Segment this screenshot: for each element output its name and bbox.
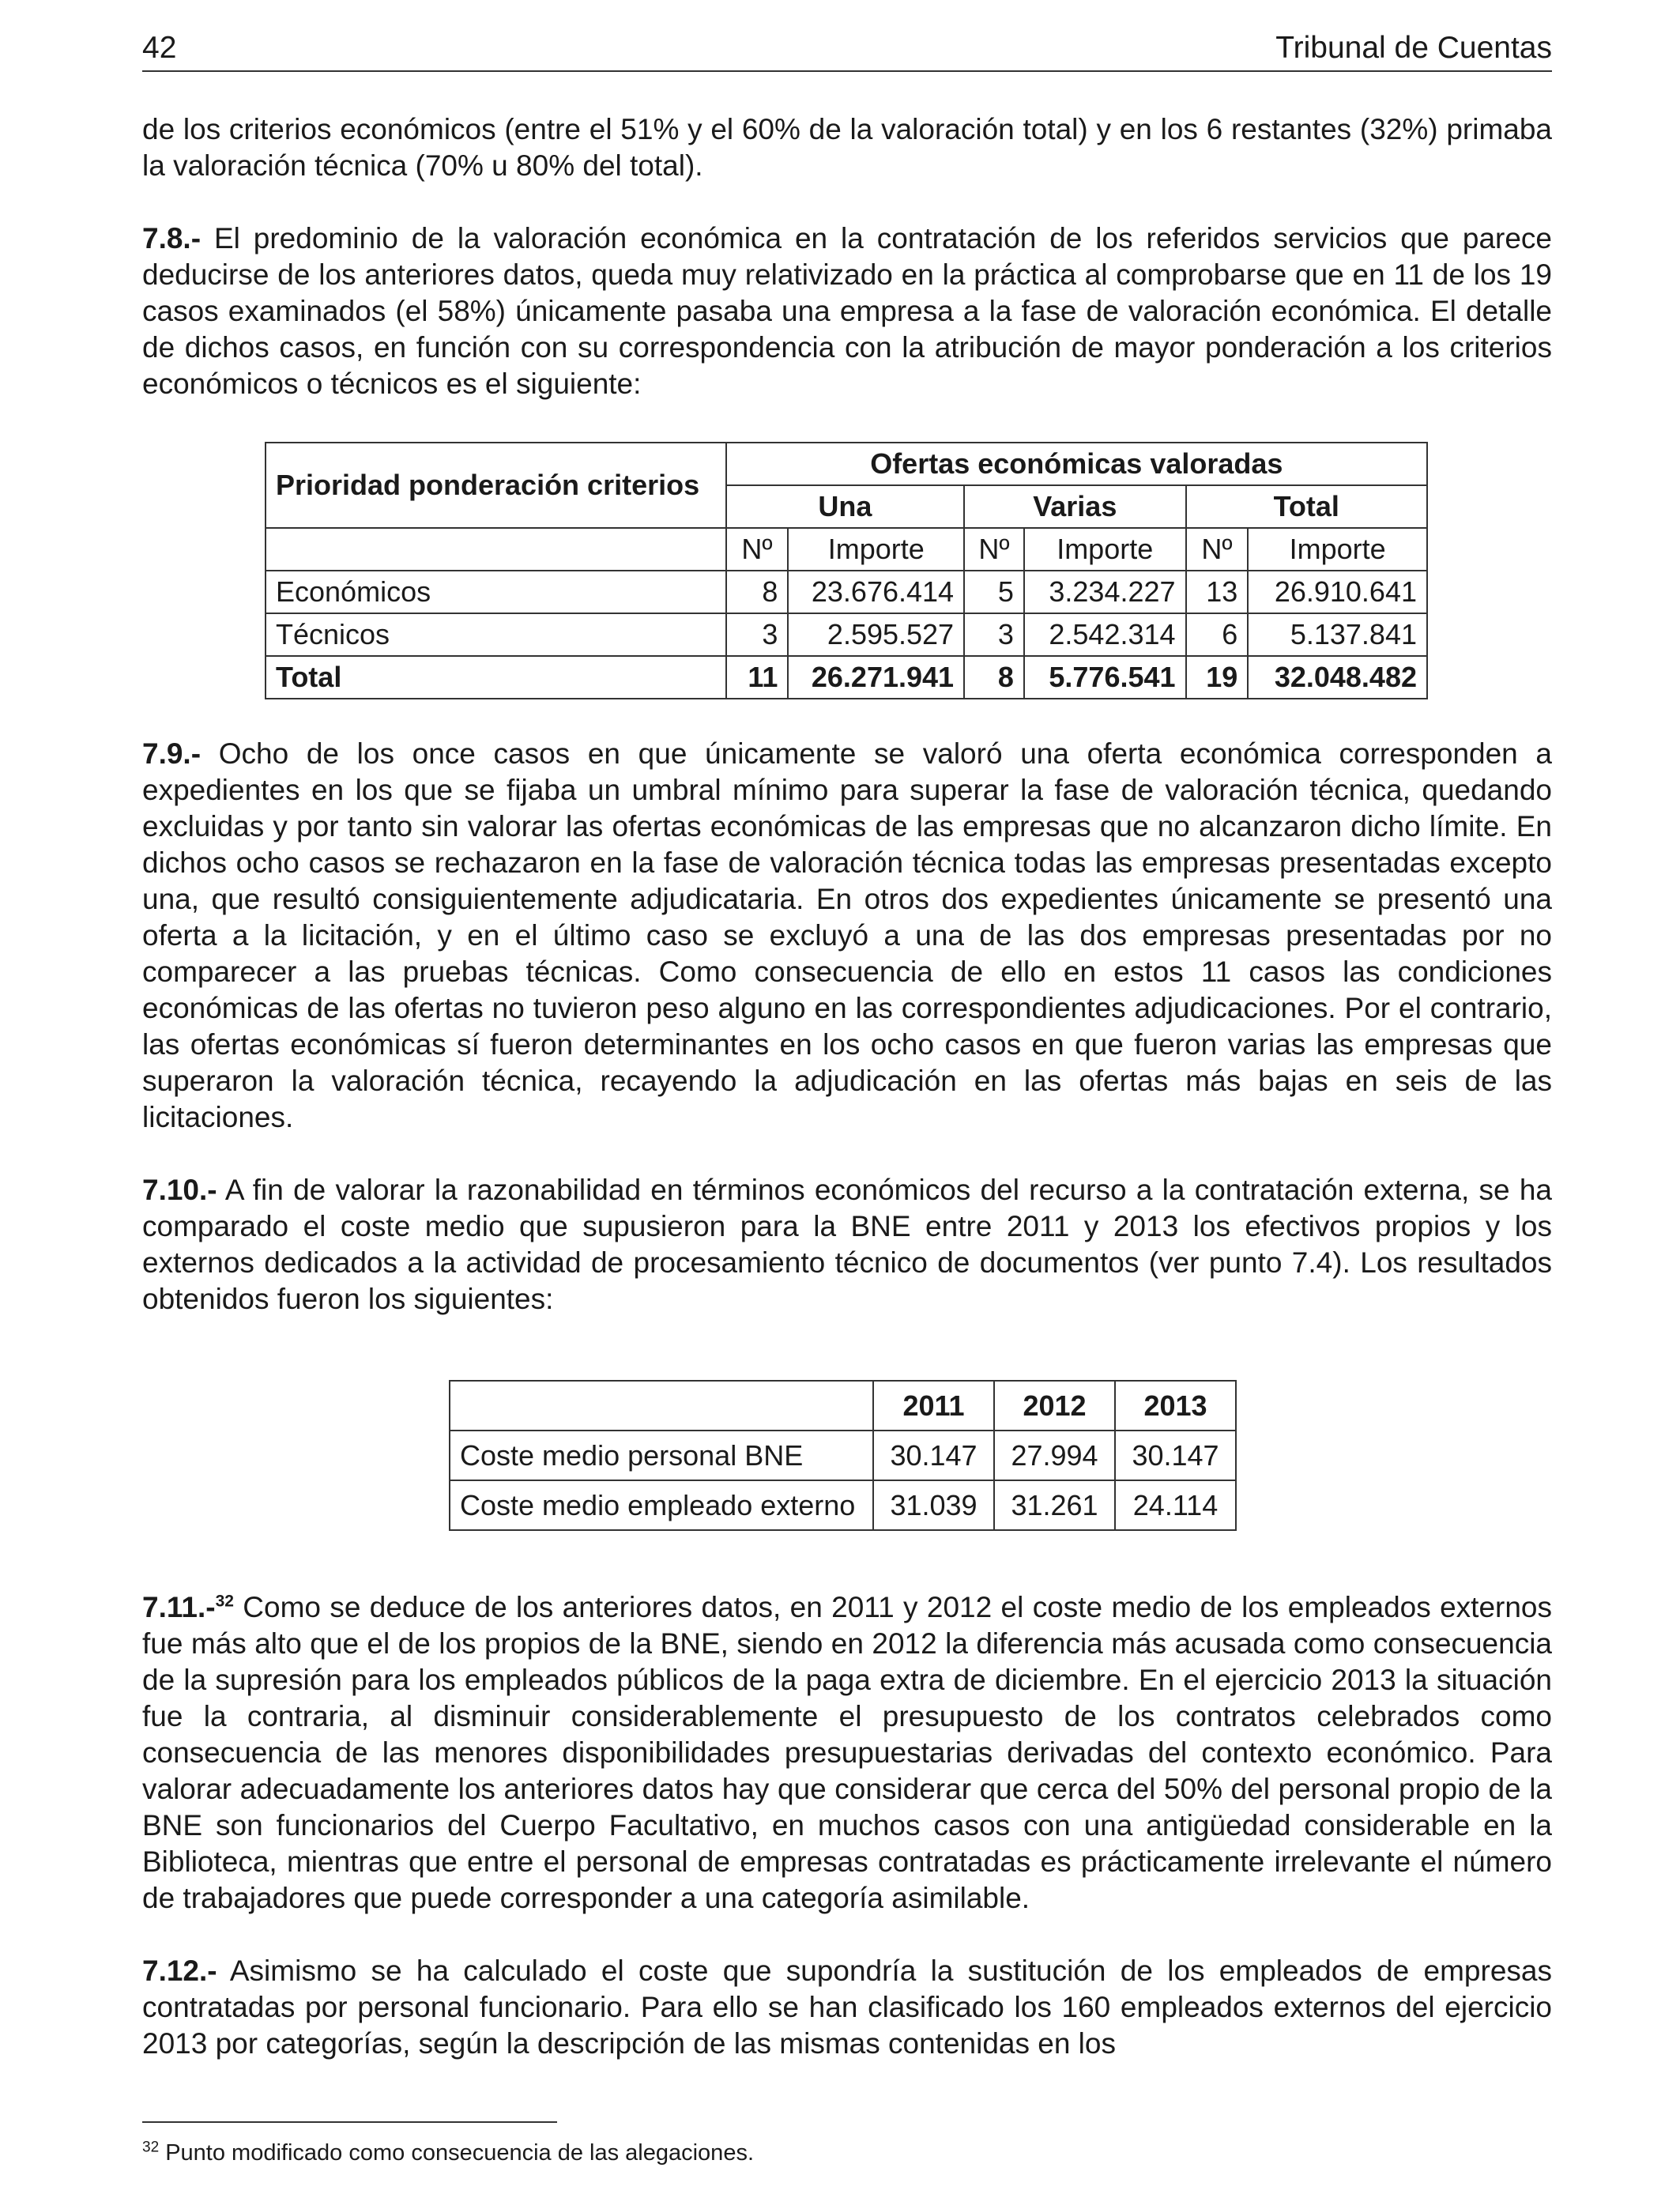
row-label: Técnicos [266,613,726,656]
paragraph-7-10 [142,1172,1552,1318]
col-header-cell: Importe [1024,528,1186,571]
paragraph-7-9 [142,736,1552,1136]
table-cell: 13 [1186,571,1249,613]
row-label: Económicos [266,571,726,613]
col-header-cell: Nº [726,528,789,571]
section-number: 7.10.- [142,1174,217,1206]
empty-header-cell [266,528,726,571]
page-header [142,29,1552,67]
subheader-total: Total [1186,485,1427,528]
section-number: 7.9.- [142,737,202,770]
paragraph-7-11 [142,1589,1552,1917]
table-cell: 27.994 [994,1431,1115,1480]
year-header-cell: 2011 [873,1381,994,1431]
table-cell: 30.147 [1115,1431,1236,1480]
table-total-row [266,656,1427,699]
table-cell: 2.595.527 [788,613,964,656]
col-header-cell: Nº [1186,528,1249,571]
col-header-cell: Importe [788,528,964,571]
header-rule [142,70,1552,72]
table-row [266,571,1427,613]
empty-header-cell [450,1381,873,1431]
paragraph-intro: de los criterios económicos (entre el 51% y el 60% de la valoración total) y en los 6 restantes (32%) primaba la valoración técnica (70% u 80% del total). [142,113,1552,182]
group-header-cell: Ofertas económicas valoradas [726,443,1427,485]
table-cell: 31.039 [873,1480,994,1530]
header-title: Tribunal de Cuentas [1275,31,1552,65]
table-cell: 3 [964,613,1024,656]
table-cell: 8 [964,656,1024,699]
table-row [450,1480,1236,1530]
table-cell: 32.048.482 [1248,656,1427,699]
table-cell: 2.542.314 [1024,613,1186,656]
table-cell: 30.147 [873,1431,994,1480]
footnote [142,2139,754,2167]
table-cell: 8 [726,571,789,613]
table-cell: 26.271.941 [788,656,964,699]
col-header-cell: Importe [1248,528,1427,571]
table-cell: 24.114 [1115,1480,1236,1530]
cost-table [449,1380,1237,1531]
paragraph-body: El predominio de la valoración económica en la contratación de los referidos servicios que parece deducirse de los anteriores datos, queda muy relativizado en la práctica al comprobarse que en 11 de los 19 casos examinados (el 58%) únicamente pasaba una empresa a la fase de valoración económica. El detalle de dichos casos, en función con su correspondencia con la atribución de mayor ponderación a los criterios económicos o técnicos es el siguiente: [142,222,1552,400]
page-number: 42 [142,31,177,65]
offers-table [265,442,1428,699]
paragraph-body: Como se deduce de los anteriores datos, en 2011 y 2012 el coste medio de los empleados externos fue más alto que el de los propios de la BNE, siendo en 2012 la diferencia más acusada como consecuencia de la supresión para los empleados públicos de la paga extra de diciembre. En el ejercicio 2013 la situación fue la contraria, al disminuir considerablemente el presupuesto de los contratos celebrados como consecuencia de las menores disponibilidades presupuestarias derivadas del contexto económico. Para valorar adecuadamente los anteriores datos hay que considerar que cerca del 50% del personal propio de la BNE son funcionarios del Cuerpo Facultativo, en muchos casos con una antigüedad considerable en la Biblioteca, mientras que entre el personal de empresas contratadas es prácticamente irrelevante el número de trabajadores que puede corresponder a una categoría asimilable. [142,1591,1553,1914]
table-row [450,1431,1236,1480]
footnote-number: 32 [142,2139,160,2156]
col-header-cell: Nº [964,528,1024,571]
paragraph-7-8 [142,221,1552,402]
paragraph-body: Ocho de los once casos en que únicamente se valoró una oferta económica corresponden a expedientes en los que se fijaba un umbral mínimo para superar la fase de valoración técnica, quedando excluidas y por tanto sin valorar las ofertas económicas de las empresas que no alcanzaron dicho límite. En dichos ocho casos se rechazaron en la fase de valoración técnica todas las empresas presentadas excepto una, que resultó consiguientemente adjudicataria. En otros dos expedientes únicamente se presentó una oferta a la licitación, y en el último caso se excluyó a una de las dos empresas presentadas por no comparecer a las pruebas técnicas. Como consecuencia de ello en estos 11 casos las condiciones económicas de las ofertas no tuvieron peso alguno en las correspondientes adjudicaciones. Por el contrario, las ofertas económicas sí fueron determinantes en los ocho casos en que fueron varias las empresas que superaron la valoración técnica, recayendo la adjudicación en las ofertas más bajas en seis de las licitaciones. [142,737,1552,1133]
row-label: Coste medio empleado externo [450,1480,873,1530]
subheader-una: Una [726,485,964,528]
table-cell: 6 [1186,613,1249,656]
year-header-cell: 2013 [1115,1381,1236,1431]
table-cell: 31.261 [994,1480,1115,1530]
table-cell: 19 [1186,656,1249,699]
paragraph-body: A fin de valorar la razonabilidad en términos económicos del recurso a la contratación externa, se ha comparado el coste medio que supusieron para la BNE entre 2011 y 2013 los efectivos propios y los externos dedicados a la actividad de procesamiento técnico de documentos (ver punto 7.4). Los resultados obtenidos fueron los siguientes: [142,1174,1553,1315]
footnote-text: Punto modificado como consecuencia de las alegaciones. [165,2140,754,2166]
row-label: Coste medio personal BNE [450,1431,873,1480]
table-cell: 3.234.227 [1024,571,1186,613]
section-number: 7.11.- [142,1591,216,1623]
row-header-cell: Prioridad ponderación criterios [266,443,726,528]
footnote-rule [142,2121,557,2123]
table-row [266,613,1427,656]
footnote-ref: 32 [215,1592,234,1611]
table-cell: 23.676.414 [788,571,964,613]
subheader-varias: Varias [964,485,1185,528]
table-cell: 5.137.841 [1248,613,1427,656]
paragraph-body: Asimismo se ha calculado el coste que supondría la sustitución de los empleados de empresas contratadas por personal funcionario. Para ello se han clasificado los 160 empleados externos del ejercicio 2013 por categorías, según la descripción de las mismas contenidas en los [142,1955,1552,2060]
section-number: 7.12.- [142,1955,217,1987]
table-cell: 5.776.541 [1024,656,1186,699]
table-cell: 5 [964,571,1024,613]
table-cell: 11 [726,656,789,699]
section-number: 7.8.- [142,222,202,254]
row-label: Total [266,656,726,699]
year-header-cell: 2012 [994,1381,1115,1431]
paragraph-7-12 [142,1953,1552,2062]
table-cell: 26.910.641 [1248,571,1427,613]
table-cell: 3 [726,613,789,656]
